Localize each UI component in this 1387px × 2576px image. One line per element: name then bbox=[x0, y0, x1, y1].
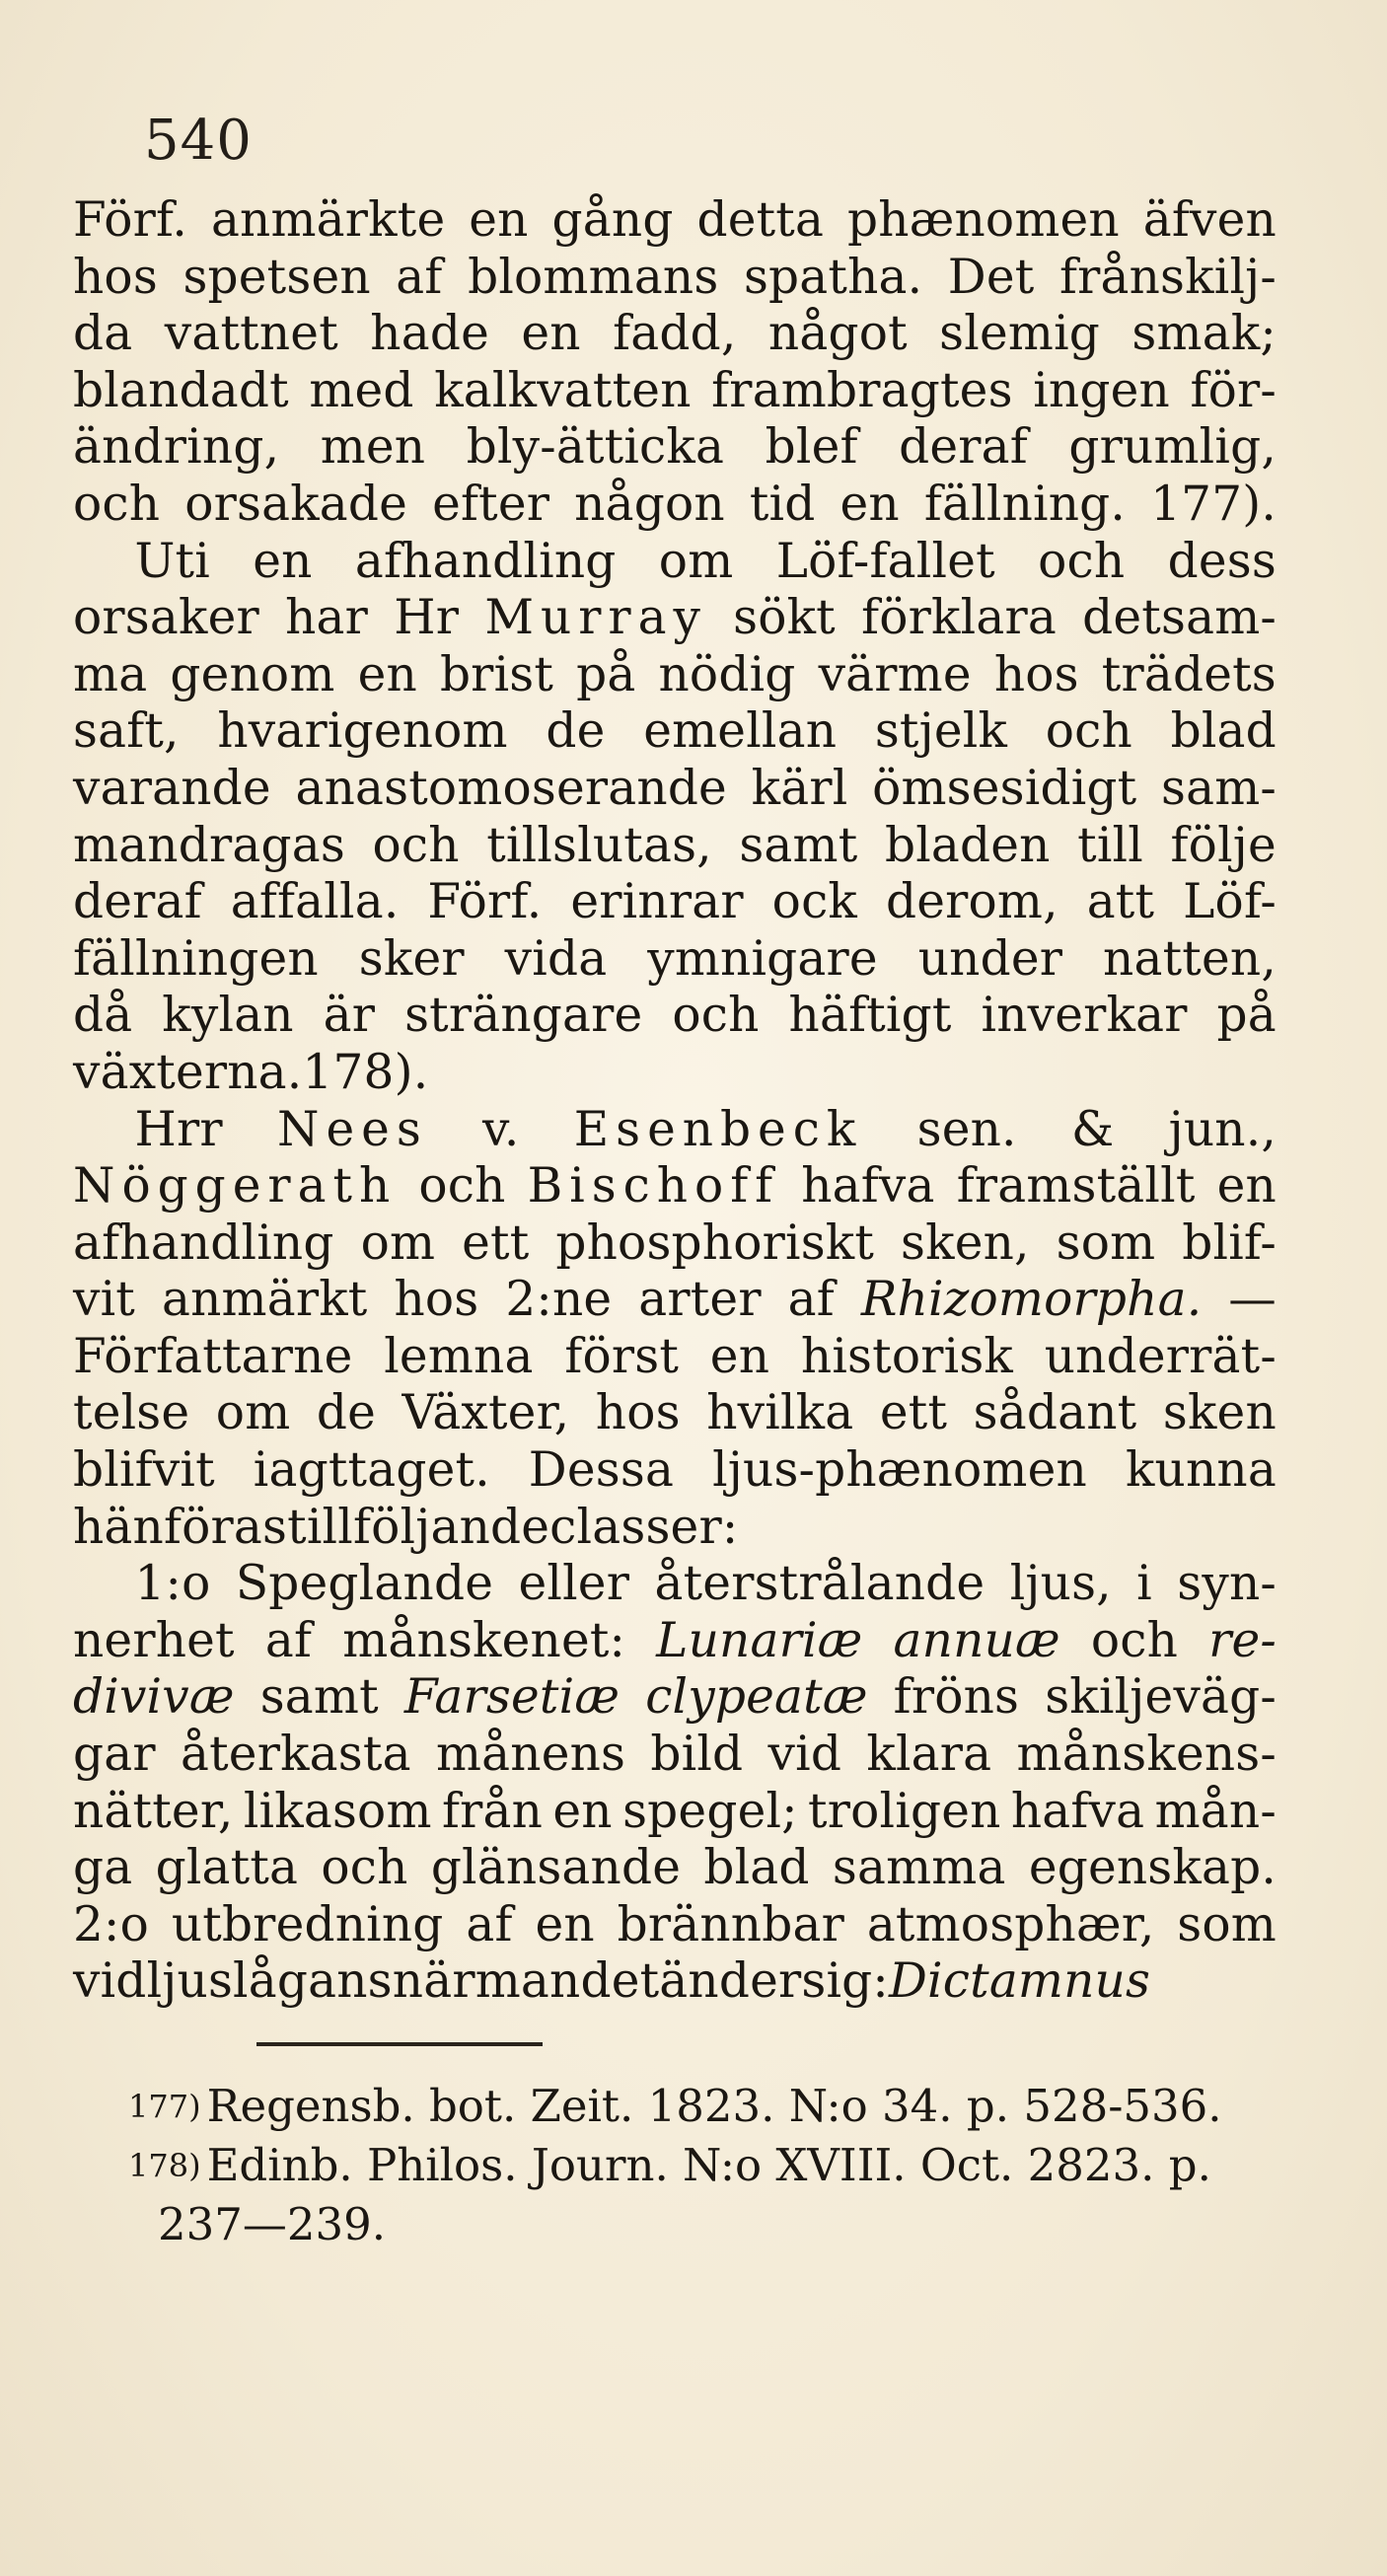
word: under bbox=[917, 930, 1063, 987]
word: Esenbeck bbox=[573, 1101, 863, 1157]
word: fadd, bbox=[613, 306, 737, 362]
word: och bbox=[1038, 533, 1126, 589]
footnote-mark: 178) bbox=[128, 2147, 201, 2184]
word: och bbox=[672, 988, 760, 1044]
word: historisk bbox=[800, 1328, 1013, 1384]
text-line bbox=[73, 477, 1277, 534]
word: underrät- bbox=[1044, 1328, 1277, 1384]
word: 2:o bbox=[73, 1896, 149, 1952]
word: Förf. bbox=[427, 874, 543, 930]
word: telse bbox=[73, 1385, 190, 1441]
word: sådant bbox=[973, 1385, 1137, 1441]
word: först bbox=[564, 1328, 680, 1384]
word: blad bbox=[1170, 703, 1277, 760]
word: bladen bbox=[884, 817, 1051, 873]
word: men bbox=[320, 419, 426, 476]
word: brist bbox=[439, 646, 554, 702]
word: grumlig, bbox=[1068, 419, 1277, 476]
word: hafva bbox=[1010, 1783, 1145, 1839]
word: frambragtes bbox=[711, 362, 1013, 418]
word: Bischoff bbox=[527, 1158, 780, 1214]
text-line bbox=[73, 250, 1277, 307]
word: Hr bbox=[394, 590, 460, 646]
word: glänsande bbox=[430, 1840, 682, 1896]
word: blif- bbox=[1182, 1214, 1277, 1271]
word: Löf-fallet bbox=[775, 533, 995, 589]
word: trädets bbox=[1101, 646, 1277, 702]
word: 178). bbox=[302, 1044, 429, 1100]
text-line bbox=[73, 1784, 1277, 1841]
word: phænomen bbox=[847, 192, 1120, 248]
word: ljuslågans bbox=[146, 1953, 393, 2010]
word: en bbox=[552, 1783, 613, 1839]
word: spatha. bbox=[743, 249, 923, 305]
word: vattnet bbox=[164, 306, 338, 362]
word: framställt bbox=[956, 1158, 1196, 1214]
word: nödig bbox=[658, 646, 796, 702]
text-line bbox=[73, 1840, 1277, 1897]
word: Växter, bbox=[402, 1385, 570, 1441]
word: någon bbox=[574, 476, 725, 532]
word: Hrr bbox=[73, 1101, 223, 1157]
word: till bbox=[1077, 817, 1143, 873]
word: närmande bbox=[392, 1953, 640, 2010]
word: classer: bbox=[549, 1499, 739, 1555]
word: blad bbox=[703, 1840, 810, 1896]
word: en bbox=[469, 192, 529, 248]
word: och bbox=[1045, 703, 1132, 760]
word: utbredning bbox=[171, 1896, 444, 1952]
word: månskens- bbox=[1016, 1727, 1277, 1783]
text-line bbox=[73, 1953, 1277, 2011]
word: och bbox=[73, 476, 161, 532]
word: erinrar bbox=[570, 874, 744, 930]
text-line bbox=[73, 703, 1277, 761]
word: de bbox=[546, 703, 606, 760]
word: & bbox=[1070, 1101, 1115, 1157]
word: egenskap. bbox=[1028, 1840, 1277, 1896]
word: hade bbox=[370, 306, 489, 362]
word: Löf- bbox=[1183, 874, 1277, 930]
word: och bbox=[1090, 1612, 1179, 1668]
word: kalkvatten bbox=[434, 362, 692, 418]
text-line bbox=[73, 1897, 1277, 1954]
word: från bbox=[441, 1783, 544, 1839]
word: Uti bbox=[73, 533, 210, 589]
text-line bbox=[73, 1613, 1277, 1670]
word: klara bbox=[866, 1727, 992, 1783]
text-line bbox=[73, 1556, 1277, 1613]
word: iagttaget. bbox=[253, 1442, 490, 1499]
word: en bbox=[535, 1896, 595, 1952]
word: gång bbox=[551, 192, 674, 248]
word: Nöggerath bbox=[73, 1158, 398, 1214]
word: kunna bbox=[1125, 1442, 1277, 1499]
word: mandragas bbox=[73, 817, 345, 873]
word: ändring, bbox=[73, 419, 280, 476]
word: vid bbox=[73, 1953, 147, 2010]
word: saft, bbox=[73, 703, 180, 760]
text-line bbox=[73, 192, 1277, 250]
word: är bbox=[323, 988, 376, 1044]
word: Det bbox=[947, 249, 1035, 305]
word: en bbox=[521, 306, 581, 362]
word: blef bbox=[765, 419, 858, 476]
word: atmosphær, bbox=[866, 1896, 1155, 1952]
word: skiljeväg- bbox=[1045, 1669, 1277, 1726]
text-line bbox=[73, 306, 1277, 363]
word: af bbox=[787, 1272, 835, 1328]
text-line bbox=[73, 1215, 1277, 1273]
word: hos bbox=[73, 249, 158, 305]
body-text bbox=[73, 192, 1277, 2011]
word: divivæ bbox=[73, 1669, 235, 1726]
text-line bbox=[73, 534, 1277, 591]
word: Lunariæ bbox=[656, 1612, 863, 1668]
text-line bbox=[73, 1385, 1277, 1442]
word: glatta bbox=[155, 1840, 299, 1896]
word: arter bbox=[638, 1272, 762, 1328]
text-line bbox=[73, 363, 1277, 420]
word: ymnigare bbox=[647, 930, 878, 987]
word: spegel; bbox=[622, 1783, 798, 1839]
word: Speglande bbox=[235, 1556, 494, 1612]
word: sam- bbox=[1160, 760, 1277, 816]
footnote bbox=[128, 2077, 1277, 2136]
word: blandadt bbox=[73, 362, 289, 418]
word: 2:ne bbox=[505, 1272, 613, 1328]
text-line bbox=[73, 1158, 1277, 1215]
word: sken, bbox=[901, 1214, 1030, 1271]
word: i bbox=[1136, 1556, 1152, 1612]
word: — bbox=[1228, 1272, 1277, 1328]
text-line bbox=[73, 1329, 1277, 1386]
word: detta bbox=[696, 192, 825, 248]
word: hos bbox=[993, 646, 1079, 702]
word: sig: bbox=[801, 1953, 889, 2010]
word: att bbox=[1086, 874, 1155, 930]
word: som bbox=[1056, 1214, 1156, 1271]
word: en bbox=[253, 533, 313, 589]
word: smak; bbox=[1132, 306, 1277, 362]
word: om bbox=[658, 533, 734, 589]
word: en bbox=[1216, 1158, 1277, 1214]
word: dess bbox=[1167, 533, 1277, 589]
footnotes bbox=[128, 2077, 1277, 2254]
word: om bbox=[215, 1385, 291, 1441]
word: deraf bbox=[899, 419, 1028, 476]
word: syn- bbox=[1177, 1556, 1277, 1612]
word: följande bbox=[352, 1499, 550, 1555]
word: efter bbox=[432, 476, 550, 532]
text-line bbox=[73, 419, 1277, 477]
word: re- bbox=[1208, 1612, 1277, 1668]
text-line bbox=[73, 1102, 1277, 1159]
word: clypeatæ bbox=[645, 1669, 868, 1726]
footnote-rule bbox=[256, 2042, 543, 2046]
word: och bbox=[372, 817, 460, 873]
word: likasom bbox=[243, 1783, 432, 1839]
word: tänder bbox=[639, 1953, 802, 2010]
text-line bbox=[73, 818, 1277, 875]
word: natten, bbox=[1103, 930, 1277, 987]
word: anmärkt bbox=[161, 1272, 368, 1328]
word: en bbox=[357, 646, 417, 702]
word: troligen bbox=[808, 1783, 1001, 1839]
word: orsakade bbox=[184, 476, 408, 532]
word: Farsetiæ bbox=[403, 1669, 620, 1726]
word: fällningen bbox=[73, 930, 319, 987]
word: spetsen bbox=[182, 249, 371, 305]
word: frånskilj- bbox=[1058, 249, 1277, 305]
word: hafva bbox=[801, 1158, 935, 1214]
footnote-continuation: 237—239. bbox=[158, 2198, 387, 2250]
word: har bbox=[285, 590, 369, 646]
word: eller bbox=[518, 1556, 630, 1612]
word: Dessa bbox=[528, 1442, 675, 1499]
word: ga bbox=[73, 1840, 133, 1896]
text-line bbox=[73, 1669, 1277, 1727]
word: 1:o bbox=[73, 1556, 211, 1612]
text-line bbox=[73, 1442, 1277, 1500]
word: fällning. bbox=[923, 476, 1127, 532]
word: 177). bbox=[1150, 476, 1277, 532]
word: de bbox=[316, 1385, 377, 1441]
word: följe bbox=[1170, 817, 1277, 873]
word: häftigt bbox=[788, 988, 952, 1044]
word: äfven bbox=[1142, 192, 1277, 248]
word: ett bbox=[879, 1385, 948, 1441]
word: kylan bbox=[162, 988, 294, 1044]
word: anmärkte bbox=[210, 192, 446, 248]
word: v. bbox=[482, 1101, 520, 1157]
word: ma bbox=[73, 646, 148, 702]
word: affalla. bbox=[230, 874, 400, 930]
word: detsam- bbox=[1082, 590, 1277, 646]
word: tillslutas, bbox=[486, 817, 712, 873]
text-line bbox=[73, 761, 1277, 818]
text-line bbox=[73, 647, 1277, 704]
word: hos bbox=[595, 1385, 681, 1441]
text-line bbox=[73, 874, 1277, 931]
word: slemig bbox=[939, 306, 1101, 362]
word: da bbox=[73, 306, 133, 362]
word: nerhet bbox=[73, 1612, 235, 1668]
word: en bbox=[709, 1328, 770, 1384]
text-line bbox=[73, 1500, 1277, 1557]
word: deraf bbox=[73, 874, 202, 930]
text-line bbox=[73, 988, 1277, 1045]
word: anastomoserande bbox=[295, 760, 727, 816]
word: blommans bbox=[468, 249, 719, 305]
page-number: 540 bbox=[144, 109, 253, 173]
word: på bbox=[1216, 988, 1277, 1044]
text-line bbox=[73, 1272, 1277, 1329]
word: samt bbox=[259, 1669, 379, 1726]
word: sken bbox=[1162, 1385, 1277, 1441]
word: förklara bbox=[861, 590, 1057, 646]
word: inverkar bbox=[981, 988, 1188, 1044]
word: en bbox=[840, 476, 900, 532]
footnote-text: Regensb. bot. Zeit. 1823. N:o 34. p. 528-536. bbox=[206, 2080, 1222, 2132]
word: afhandling bbox=[354, 533, 617, 589]
word: sker bbox=[358, 930, 465, 987]
word: annuæ bbox=[893, 1612, 1060, 1668]
word: ljus, bbox=[1009, 1556, 1112, 1612]
word: Murray bbox=[484, 590, 707, 646]
word: på bbox=[576, 646, 636, 702]
footnote bbox=[128, 2136, 1277, 2195]
word: något bbox=[767, 306, 908, 362]
word: ingen bbox=[1033, 362, 1170, 418]
word: lemna bbox=[384, 1328, 534, 1384]
word: emellan bbox=[643, 703, 838, 760]
word: samma bbox=[832, 1840, 1006, 1896]
word: kärl bbox=[751, 760, 848, 816]
word: nätter, bbox=[73, 1783, 234, 1839]
word: för- bbox=[1190, 362, 1277, 418]
word: bly-ätticka bbox=[466, 419, 725, 476]
text-line bbox=[73, 590, 1277, 647]
word: fröns bbox=[893, 1669, 1020, 1726]
text-line bbox=[73, 931, 1277, 989]
word: af bbox=[396, 249, 443, 305]
word: gar bbox=[73, 1727, 156, 1783]
word: ljus-phænomen bbox=[712, 1442, 1087, 1499]
word: och bbox=[321, 1840, 408, 1896]
text-line bbox=[73, 1045, 1277, 1102]
word: mån- bbox=[1154, 1783, 1277, 1839]
word: genom bbox=[170, 646, 335, 702]
word: jun., bbox=[1168, 1101, 1277, 1157]
word: orsaker bbox=[73, 590, 259, 646]
word: stjelk bbox=[874, 703, 1008, 760]
word: varande bbox=[73, 760, 271, 816]
word: återkasta bbox=[181, 1727, 411, 1783]
word: växterna. bbox=[73, 1044, 303, 1100]
word: värme bbox=[818, 646, 972, 702]
word: afhandling bbox=[73, 1214, 334, 1271]
word: återstrålande bbox=[654, 1556, 986, 1612]
word: sen. bbox=[916, 1101, 1017, 1157]
word: bild bbox=[650, 1727, 744, 1783]
word: Nees bbox=[277, 1101, 428, 1157]
word: derom, bbox=[885, 874, 1058, 930]
word: Rhizomorpha. bbox=[860, 1272, 1203, 1328]
word: till bbox=[287, 1499, 353, 1555]
word: Dictamnus bbox=[888, 1953, 1151, 2010]
word: vida bbox=[504, 930, 608, 987]
book-page bbox=[59, 0, 1328, 2576]
word: om bbox=[360, 1214, 436, 1271]
text-line bbox=[73, 1727, 1277, 1784]
footnote-mark: 177) bbox=[128, 2088, 201, 2125]
word: ett bbox=[462, 1214, 530, 1271]
word: phosphoriskt bbox=[555, 1214, 875, 1271]
word: ömsesidigt bbox=[872, 760, 1137, 816]
word: vit bbox=[73, 1272, 136, 1328]
word: Författarne bbox=[73, 1328, 353, 1384]
word: af bbox=[466, 1896, 513, 1952]
word: hänföras bbox=[73, 1499, 288, 1555]
word: hos bbox=[394, 1272, 479, 1328]
word: månskenet: bbox=[342, 1612, 626, 1668]
word: brännbar bbox=[617, 1896, 844, 1952]
word: månens bbox=[435, 1727, 626, 1783]
word: af bbox=[264, 1612, 313, 1668]
word: sökt bbox=[733, 590, 836, 646]
word: som bbox=[1177, 1896, 1277, 1952]
word: och bbox=[418, 1158, 506, 1214]
word: strängare bbox=[404, 988, 643, 1044]
word: med bbox=[309, 362, 414, 418]
word: hvarigenom bbox=[217, 703, 508, 760]
word: ock bbox=[771, 874, 858, 930]
word: tid bbox=[749, 476, 816, 532]
word: vid bbox=[767, 1727, 842, 1783]
word: Förf. bbox=[73, 192, 188, 248]
word: samt bbox=[739, 817, 858, 873]
word: blifvit bbox=[73, 1442, 215, 1499]
word: hvilka bbox=[706, 1385, 854, 1441]
word: då bbox=[73, 988, 133, 1044]
footnote-text: Edinb. Philos. Journ. N:o XVIII. Oct. 2823. p. bbox=[206, 2139, 1211, 2191]
